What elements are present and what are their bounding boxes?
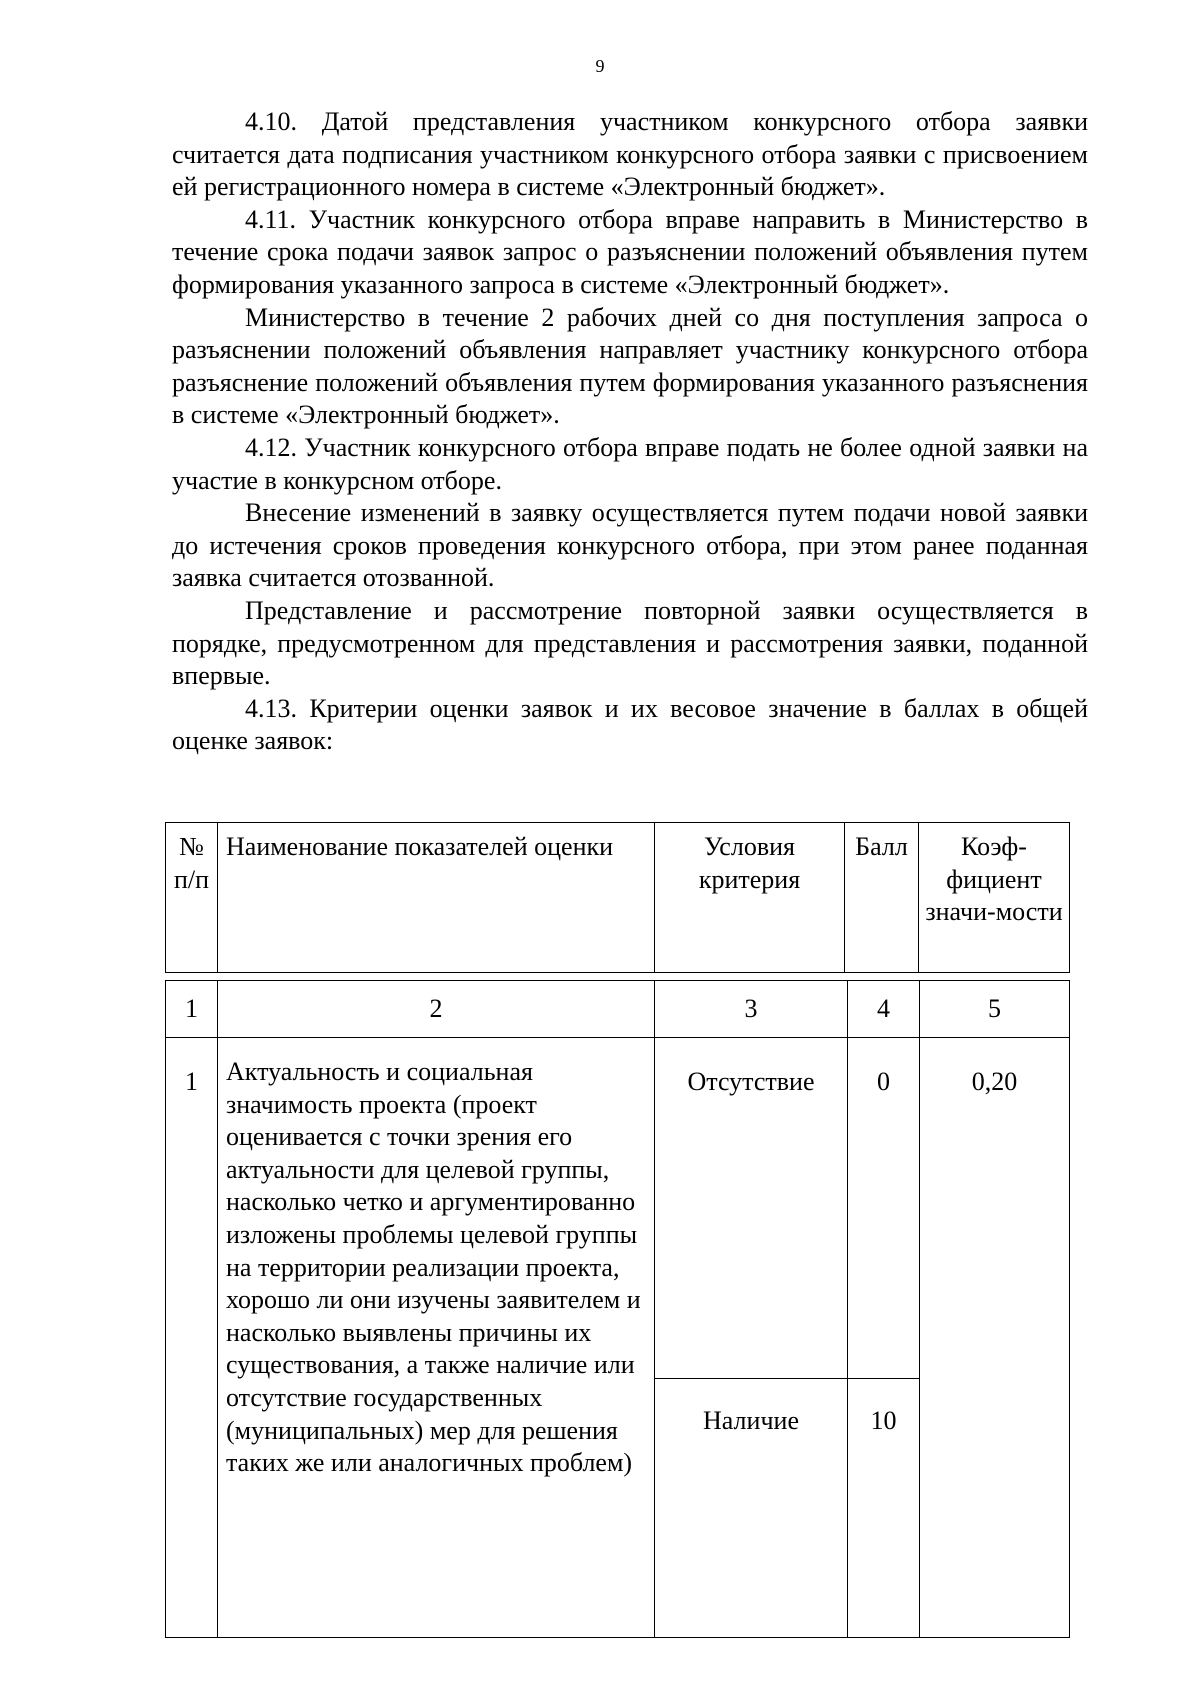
col-number-4: 4 [848, 981, 920, 1038]
document-body [172, 106, 1088, 758]
criteria-table [165, 980, 1070, 1638]
condition-presence: Наличие [655, 1379, 848, 1638]
header-name: Наименование показателей оценки [218, 823, 655, 973]
table-row [166, 1038, 1070, 1379]
numbering-row [166, 981, 1070, 1038]
col-number-2: 2 [218, 981, 655, 1038]
header-num: № п/п [166, 823, 218, 973]
row-num: 1 [166, 1038, 218, 1638]
col-number-3: 3 [655, 981, 848, 1038]
paragraph-changes: Внесение изменений в заявку осуществляется путем подачи новой заявки до истечения сроков проведения конкурсного отбора, при этом ранее поданная заявка считается отозванной. [172, 498, 1088, 593]
row-coef: 0,20 [920, 1038, 1070, 1638]
paragraph-ministry-response: Министерство в течение 2 рабочих дней со дня поступления запроса о разъяснении положений объявления направляет участнику конкурсного отбора разъяснение положений объявления путем формирования указанного разъяснения в системе «Электронный бюджет». [172, 302, 1088, 430]
score-absence: 0 [848, 1038, 920, 1379]
paragraph-4-10: 4.10. Датой представления участником конкурсного отбора заявки считается дата подписания участником конкурсного отбора заявки с присвоением ей регистрационного номера в системе «Электронный бюджет». [172, 107, 1088, 202]
condition-absence: Отсутствие [655, 1038, 848, 1379]
paragraph-repeat-application: Представление и рассмотрение повторной заявки осуществляется в порядке, предусмотренном для представления и рассмотрения заявки, поданной впервые. [172, 595, 1088, 691]
criteria-table-header [165, 822, 1070, 973]
header-conditions: Условия критерия [655, 823, 845, 973]
score-presence: 10 [848, 1379, 920, 1638]
header-coef: Коэф-фициент значи-мости [919, 823, 1070, 973]
page-number: 9 [595, 56, 605, 76]
paragraph-4-11: 4.11. Участник конкурсного отбора вправе направить в Министерство в течение срока подачи заявок запрос о разъяснении положений объявления путем формирования указанного запроса в системе «Электронный бюджет». [172, 204, 1088, 299]
paragraph-4-13: 4.13. Критерии оценки заявок и их весовое значение в баллах в общей оценке заявок: [172, 693, 1088, 756]
paragraph-4-12: 4.12. Участник конкурсного отбора вправе подать не более одной заявки на участие в конкурсном отборе. [172, 432, 1088, 495]
row-criterion: Актуальность и социальная значимость проекта (проект оценивается с точки зрения его актуальности для целевой группы, насколько четко и аргументированно изложены проблемы целевой группы на территории реализации проекта, хорошо ли они изучены заявителем и насколько выявлены причины их существования, а также наличие или отсутствие государственных (муниципальных) мер для решения таких же или аналогичных проблем) [218, 1038, 655, 1638]
col-number-1: 1 [166, 981, 218, 1038]
col-number-5: 5 [920, 981, 1070, 1038]
header-score: Балл [845, 823, 919, 973]
